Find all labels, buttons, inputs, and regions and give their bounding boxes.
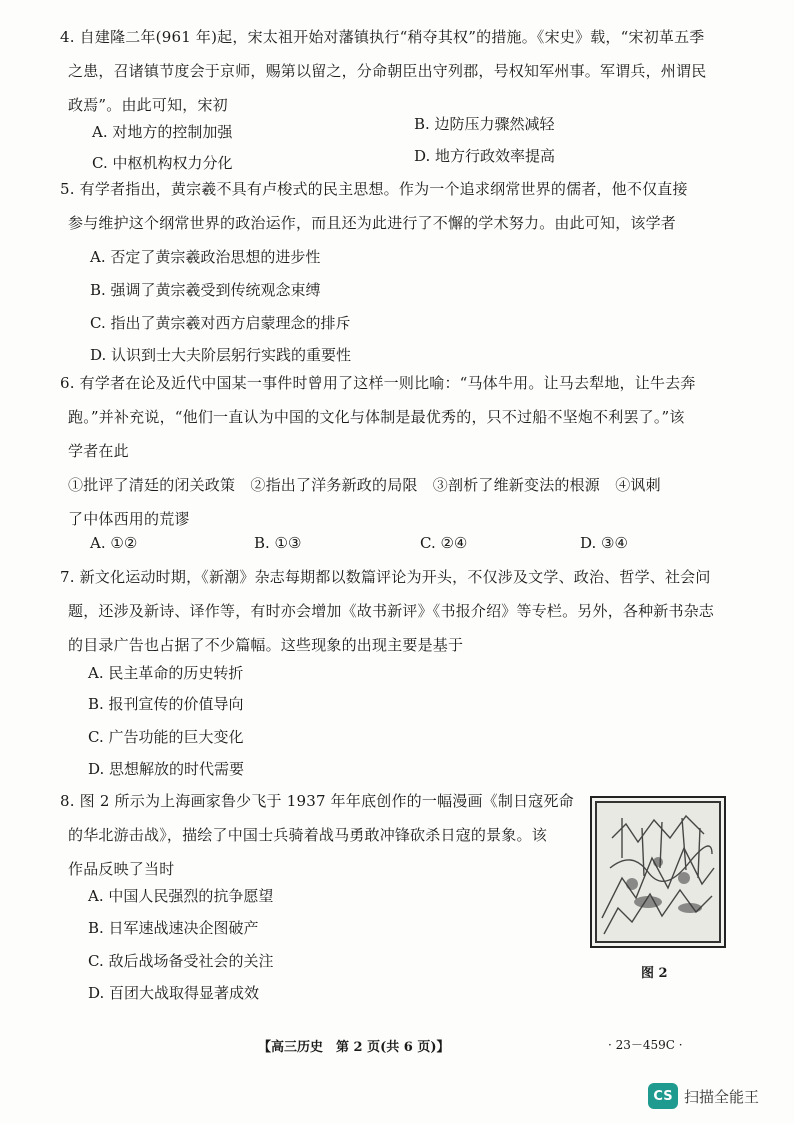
figure-2-caption: 图 2 (641, 966, 668, 981)
question-4-line-2: 之患，召诸镇节度会于京师，赐第以留之，分命朝臣出守列郡，号权知军州事。军谓兵，州谓民 (68, 62, 707, 80)
question-7-option-a: A. 民主革命的历史转折 (88, 664, 244, 682)
question-4 (60, 20, 730, 122)
question-6 (60, 366, 730, 536)
question-7-option-b: B. 报刊宣传的价值导向 (88, 695, 244, 713)
question-6-line-2: 跑。”并补充说，“他们一直认为中国的文化与体制是最优秀的，只不过船不坚炮不利罢了。”该 (68, 408, 685, 426)
question-5-option-b: B. 强调了黄宗羲受到传统观念束缚 (90, 281, 321, 299)
question-5-option-a: A. 否定了黄宗羲政治思想的进步性 (90, 248, 321, 266)
question-4-option-b: B. 边防压力骤然减轻 (414, 115, 555, 133)
question-4-option-a: A. 对地方的控制加强 (92, 123, 233, 141)
question-7-line-1: 7. 新文化运动时期，《新潮》杂志每期都以数篇评论为开头，不仅涉及文学、政治、哲学、社会问 (60, 568, 711, 586)
page-footer-code: · 23－459C · (608, 1038, 683, 1052)
question-5 (60, 172, 730, 240)
question-6-option-b: B. ①③ (254, 534, 302, 552)
question-8-line-1: 8. 图 2 所示为上海画家鲁少飞于 1937 年年底创作的一幅漫画《制日寇死命 (60, 792, 574, 810)
question-5-option-c: C. 指出了黄宗羲对西方启蒙理念的排斥 (90, 314, 351, 332)
question-5-option-d: D. 认识到士大夫阶层躬行实践的重要性 (90, 346, 352, 364)
scanner-watermark-label: 扫描全能王 (684, 1087, 760, 1106)
question-5-line-1: 5. 有学者指出，黄宗羲不具有卢梭式的民主思想。作为一个追求纲常世界的儒者，他不仅直接 (60, 180, 688, 198)
question-7-line-2: 题，还涉及新诗、译作等，有时亦会增加《故书新评》《书报介绍》等专栏。另外，各种新书杂志 (68, 602, 715, 620)
question-4-line-1: 4. 自建隆二年(961 年)起，宋太祖开始对藩镇执行“稍夺其权”的措施。《宋史》载，“宋初革五季 (60, 28, 705, 46)
question-6-option-d: D. ③④ (580, 534, 628, 552)
question-6-option-c: C. ②④ (420, 534, 468, 552)
question-7-line-3: 的目录广告也占据了不少篇幅。这些现象的出现主要是基于 (68, 636, 464, 654)
question-6-option-a: A. ①② (90, 534, 138, 552)
question-4-option-d: D. 地方行政效率提高 (414, 147, 556, 165)
question-8-option-d: D. 百团大战取得显著成效 (88, 984, 260, 1002)
page-footer-label: 【高三历史 第 2 页(共 6 页)】 (258, 1040, 450, 1055)
question-6-line-5: 了中体西用的荒谬 (68, 510, 190, 528)
scanner-watermark (648, 1083, 759, 1109)
question-8-option-c: C. 敌后战场备受社会的关注 (88, 952, 274, 970)
question-4-option-c: C. 中枢机构权力分化 (92, 154, 233, 172)
question-6-line-1: 6. 有学者在论及近代中国某一事件时曾用了这样一则比喻：“马体牛用。让马去犁地，让牛去奔 (60, 374, 696, 392)
question-8-line-2: 的华北游击战》，描绘了中国士兵骑着战马勇敢冲锋砍杀日寇的景象。该 (68, 826, 547, 844)
question-6-line-4: ①批评了清廷的闭关政策 ②指出了洋务新政的局限 ③剖析了维新变法的根源 ④讽刺 (68, 476, 661, 494)
question-7-option-d: D. 思想解放的时代需要 (88, 760, 245, 778)
question-8-option-b: B. 日军速战速决企图破产 (88, 919, 259, 937)
question-6-line-3: 学者在此 (68, 442, 129, 460)
question-7 (60, 560, 730, 662)
question-8-line-3: 作品反映了当时 (68, 860, 175, 878)
question-7-option-c: C. 广告功能的巨大变化 (88, 728, 244, 746)
camscanner-icon: CS (648, 1083, 678, 1109)
question-5-line-2: 参与维护这个纲常世界的政治运作，而且还为此进行了不懈的学术努力。由此可知，该学者 (68, 214, 677, 232)
question-8-option-a: A. 中国人民强烈的抗争愿望 (88, 887, 274, 905)
question-4-line-3: 政焉”。由此可知，宋初 (68, 96, 228, 114)
cartoon-sketch (592, 798, 724, 946)
question-8 (60, 784, 580, 886)
figure-2-cartoon-image (590, 796, 726, 948)
